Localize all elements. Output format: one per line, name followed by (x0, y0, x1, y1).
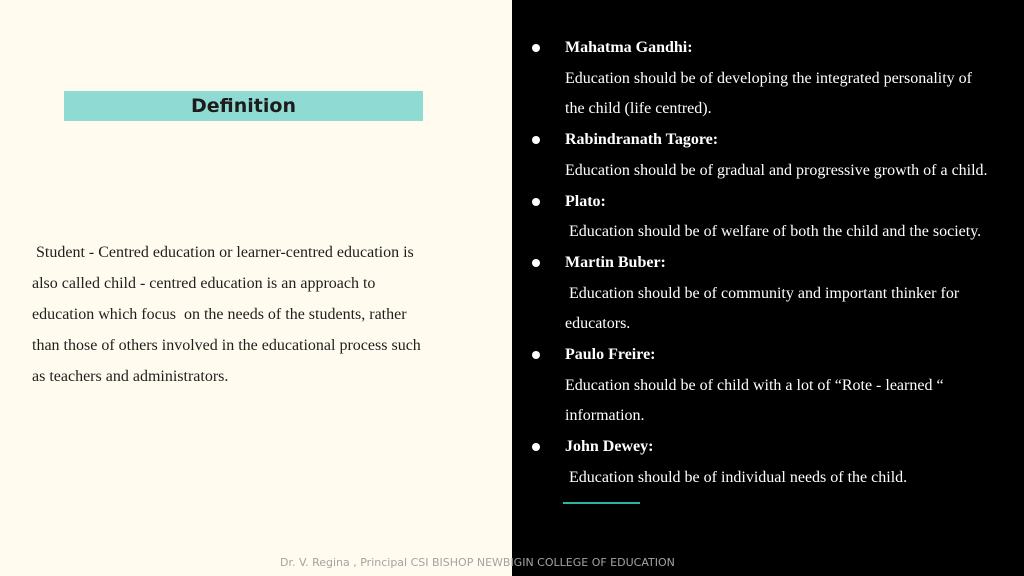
list-item-dewey (531, 432, 1021, 493)
definition-heading: Definition (191, 95, 296, 117)
thinker-name: Paulo Freire: (565, 346, 656, 364)
list-item-freire (531, 340, 1021, 432)
list-item-gandhi (531, 33, 1021, 125)
list-item-plato (531, 187, 1021, 248)
thinker-name: John Dewey: (565, 438, 654, 456)
footer-credit: Dr. V. Regina , Principal CSI BISHOP NEWBIGIN COLLEGE OF EDUCATION (280, 556, 675, 569)
list-item-buber (531, 248, 1021, 340)
thinker-description: Education should be of child with a lot of “Rote - learned “ information. (565, 376, 944, 425)
thinker-description: Education should be of gradual and progressive growth of a child. (565, 161, 988, 179)
thinkers-list (531, 33, 1021, 494)
bullet-icon (532, 198, 540, 206)
bullet-icon (532, 443, 540, 451)
thinker-name: Rabindranath Tagore: (565, 131, 719, 149)
thinker-name: Plato: (565, 192, 606, 210)
bullet-icon (532, 44, 540, 52)
thinker-description: Education should be of community and important thinker for educators. (565, 284, 960, 333)
bullet-icon (532, 136, 540, 144)
thinker-name: Martin Buber: (565, 253, 666, 271)
bullet-icon (532, 351, 540, 359)
list-item-tagore (531, 125, 1021, 186)
thinker-description: Education should be of welfare of both the child and the society. (565, 223, 982, 241)
thinker-description: Education should be of individual needs of the child. (565, 468, 908, 486)
definition-heading-box (64, 91, 423, 121)
thinker-name: Mahatma Gandhi: (565, 39, 693, 56)
definition-text: Student - Centred education or learner-centred education is also called child - centred education is an approach to education which focus on the needs of the students, rather than those of others involved in the educational process such as teachers and administrators. (32, 244, 421, 385)
accent-divider (563, 502, 640, 504)
bullet-icon (532, 259, 540, 267)
thinker-description: Education should be of developing the integrated personality of the child (life centred). (565, 69, 972, 118)
